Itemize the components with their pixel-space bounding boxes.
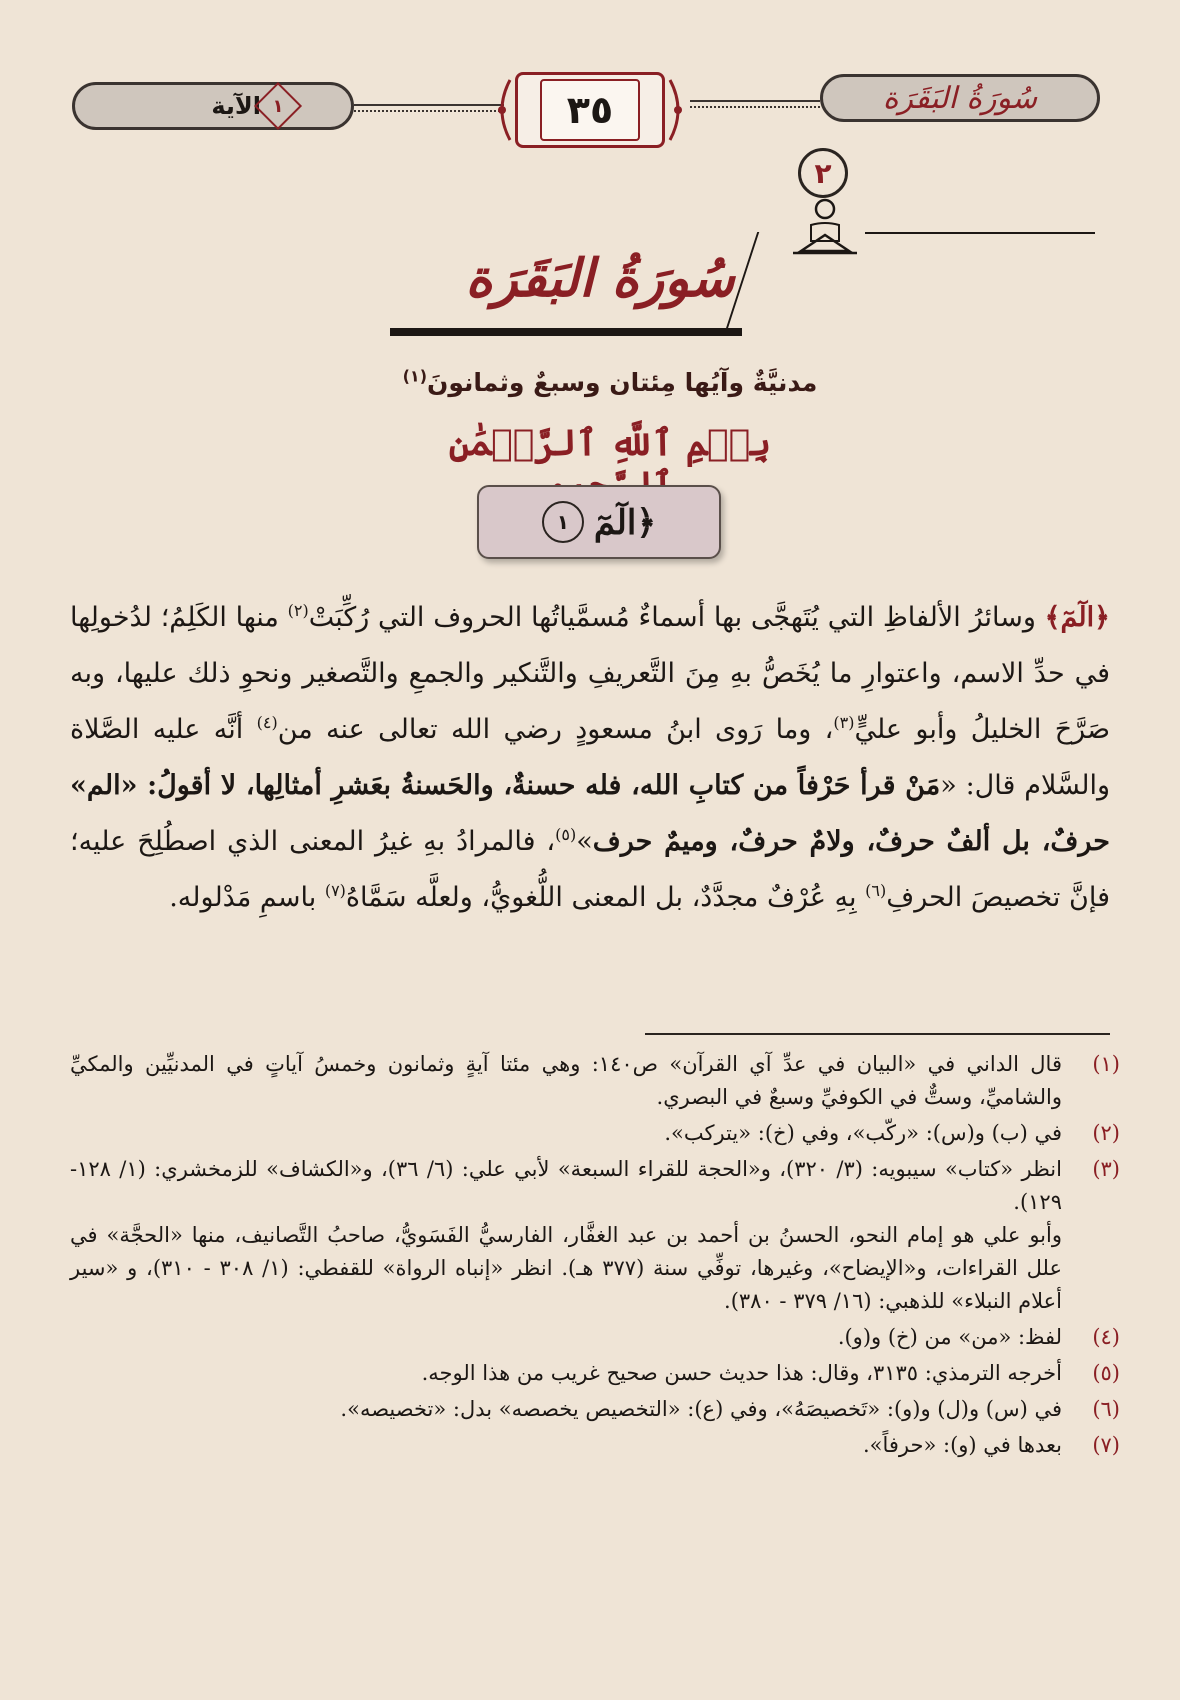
surah-info-text: مدنيَّةٌ وآيُها مِئتان وسبعٌ وثمانونَ bbox=[427, 368, 818, 397]
footnote-number: (٢) bbox=[1092, 1121, 1120, 1145]
footnote-text: بعدها في (و): «حرفاً». bbox=[862, 1433, 1062, 1457]
footnote-ref: (١) bbox=[402, 366, 427, 386]
ayah-label: الآية bbox=[211, 92, 261, 120]
footnote-text: أخرجه الترمذي: ٣١٣٥، وقال: هذا حديث حسن صحيح غريب من هذا الوجه. bbox=[421, 1361, 1062, 1385]
quoted-verse: ﴿الٓمٓ﴾ bbox=[1044, 602, 1110, 633]
footnote bbox=[70, 1117, 1120, 1150]
header-rule-right bbox=[690, 100, 820, 102]
footnote-number: (١) bbox=[1092, 1052, 1120, 1076]
footnote bbox=[70, 1153, 1120, 1318]
ornament-icon bbox=[668, 76, 690, 144]
ayah-number: ١ bbox=[272, 95, 284, 117]
header-rule-right-dotted bbox=[690, 106, 820, 108]
footnote-number: (٤) bbox=[1092, 1325, 1120, 1349]
text-run: باسمِ مَدْلوله. bbox=[169, 882, 325, 913]
footnote-ref: (٢) bbox=[287, 601, 309, 620]
surah-info bbox=[380, 368, 840, 397]
footnote-ref: (٥) bbox=[555, 825, 577, 844]
footnote-text: في (ب) و(س): «ركّب»، وفي (خ): «يتركب». bbox=[664, 1121, 1062, 1145]
footnote-text: قال الداني في «البيان في عدِّ آي القرآن» ص١٤٠: وهي مئتا آيةٍ وثمانون وخمسُ آياتٍ في المدنيِّين والمكيِّ والشاميِّ، وستٌّ في الكوفيِّ وسبعٌ في البصري. bbox=[70, 1052, 1062, 1109]
text-run: » bbox=[576, 826, 593, 857]
text-run: وسائرُ الألفاظِ التي يُتَهجَّى بها أسماءٌ مُسمَّياتُها الحروف التي رُكِّبَتْ bbox=[308, 602, 1045, 633]
text-run: ، وما رَوى ابنُ مسعودٍ رضي الله تعالى عنه من bbox=[277, 714, 834, 745]
ayah-indicator bbox=[72, 82, 354, 130]
title-rule-right bbox=[865, 232, 1095, 234]
ayah-number-badge bbox=[254, 82, 302, 130]
footnote-text: في (س) و(ل) و(و): «تَخصيصَهُ»، وفي (ع): «التخصيص يخصصه» بدل: «تخصيصه». bbox=[340, 1397, 1062, 1421]
text-run: ، فالمرادُ بهِ غيرُ المعنى الذي اصطُلِحَ عليه؛ فإنَّ تخصيصَ الحرفِ bbox=[70, 826, 1110, 913]
footnote-text: لفظ: «من» من (خ) و(و). bbox=[837, 1325, 1062, 1349]
footnote-ref: (٧) bbox=[324, 881, 346, 900]
page-number: ٣٥ bbox=[540, 79, 640, 141]
footnote bbox=[70, 1357, 1120, 1390]
footnote-number: (٥) bbox=[1092, 1361, 1120, 1385]
verse-number: ١ bbox=[542, 501, 584, 543]
footnote-ref: (٦) bbox=[865, 881, 887, 900]
footnote-number: (٣) bbox=[1092, 1157, 1120, 1181]
surah-title: سُورَةُ البَقَرَة bbox=[465, 248, 735, 309]
surah-name-pill bbox=[820, 74, 1100, 122]
page-number-frame bbox=[515, 72, 665, 148]
header-surah-name: سُورَةُ البَقَرَة bbox=[882, 80, 1038, 116]
header-rule-left-dotted bbox=[354, 110, 504, 112]
surah-order-badge: ٢ bbox=[798, 148, 848, 198]
basmala: بِسۡمِ ٱللَّهِ ٱلرَّحۡمَٰنِ bbox=[448, 422, 772, 464]
text-run: أنَّه عليه الصَّلاة والسَّلام قال: « bbox=[70, 714, 1110, 801]
reader-icon bbox=[785, 195, 865, 255]
ornament-icon bbox=[490, 76, 512, 144]
title-rule-bold bbox=[390, 328, 742, 336]
footnote bbox=[70, 1429, 1120, 1462]
footnote bbox=[70, 1393, 1120, 1426]
text-run: بِهِ عُرْفٌ مجدَّدٌ، بل المعنى اللُّغويُّ، ولعلَّه سَمَّاهُ bbox=[345, 882, 866, 913]
footnote-divider bbox=[645, 1033, 1110, 1035]
text-run: منها الكَلِمُ؛ لدُخولِها في حدِّ الاسم، واعتوارِ ما يُخَصُّ بهِ مِنَ التَّعريفِ والتَّنكير والجمعِ والتَّصغير ونحوِ ذلك عليها، وبه صَرَّحَ الخليلُ وأبو عليٍّ bbox=[70, 602, 1111, 745]
footnote bbox=[70, 1321, 1120, 1354]
verse-box bbox=[477, 485, 721, 559]
hadith-quote: مَنْ قرأ حَرْفاً من كتابِ الله، فله حسنةٌ، والحَسنةُ بعَشرِ أمثالِها، لا أقولُ: «الم» حرفٌ، بل ألفٌ حرفٌ، ولامٌ حرفٌ، وميمٌ حرف bbox=[70, 770, 1110, 857]
footnote-number: (٧) bbox=[1092, 1433, 1120, 1457]
footnote-ref: (٣) bbox=[833, 713, 855, 732]
footnote-number: (٦) bbox=[1092, 1397, 1120, 1421]
footnote-text: انظر «كتاب» سيبويه: (٣/ ٣٢٠)، و«الحجة للقراء السبعة» لأبي علي: (٦/ ٣٦)، و«الكشاف» للزمخشري: (١/ ١٢٨- ١٢٩). bbox=[70, 1157, 1062, 1214]
footnote-ref: (٤) bbox=[256, 713, 278, 732]
footnote bbox=[70, 1048, 1120, 1114]
footnote-text: وأبو علي هو إمام النحو، الحسنُ بن أحمد بن عبد الغفَّار، الفارسيُّ الفَسَويُّ، صاحبُ التَّصانيف، منها «الحجَّة» في علل القراءات، و«الإيضاح»، وغيرها، توفِّي سنة (٣٧٧ هـ). انظر «إنباه الرواة» للقفطي: (١/ ٣٠٨ - ٣١٠)، و «سير أعلام النبلاء» للذهبي: (١٦/ ٣٧٩ - ٣٨٠). bbox=[70, 1223, 1062, 1313]
header-rule-left bbox=[354, 104, 504, 106]
verse-text: ﴿الٓمٓ bbox=[593, 502, 657, 543]
footnotes bbox=[70, 1048, 1120, 1465]
commentary-paragraph bbox=[70, 590, 1110, 926]
